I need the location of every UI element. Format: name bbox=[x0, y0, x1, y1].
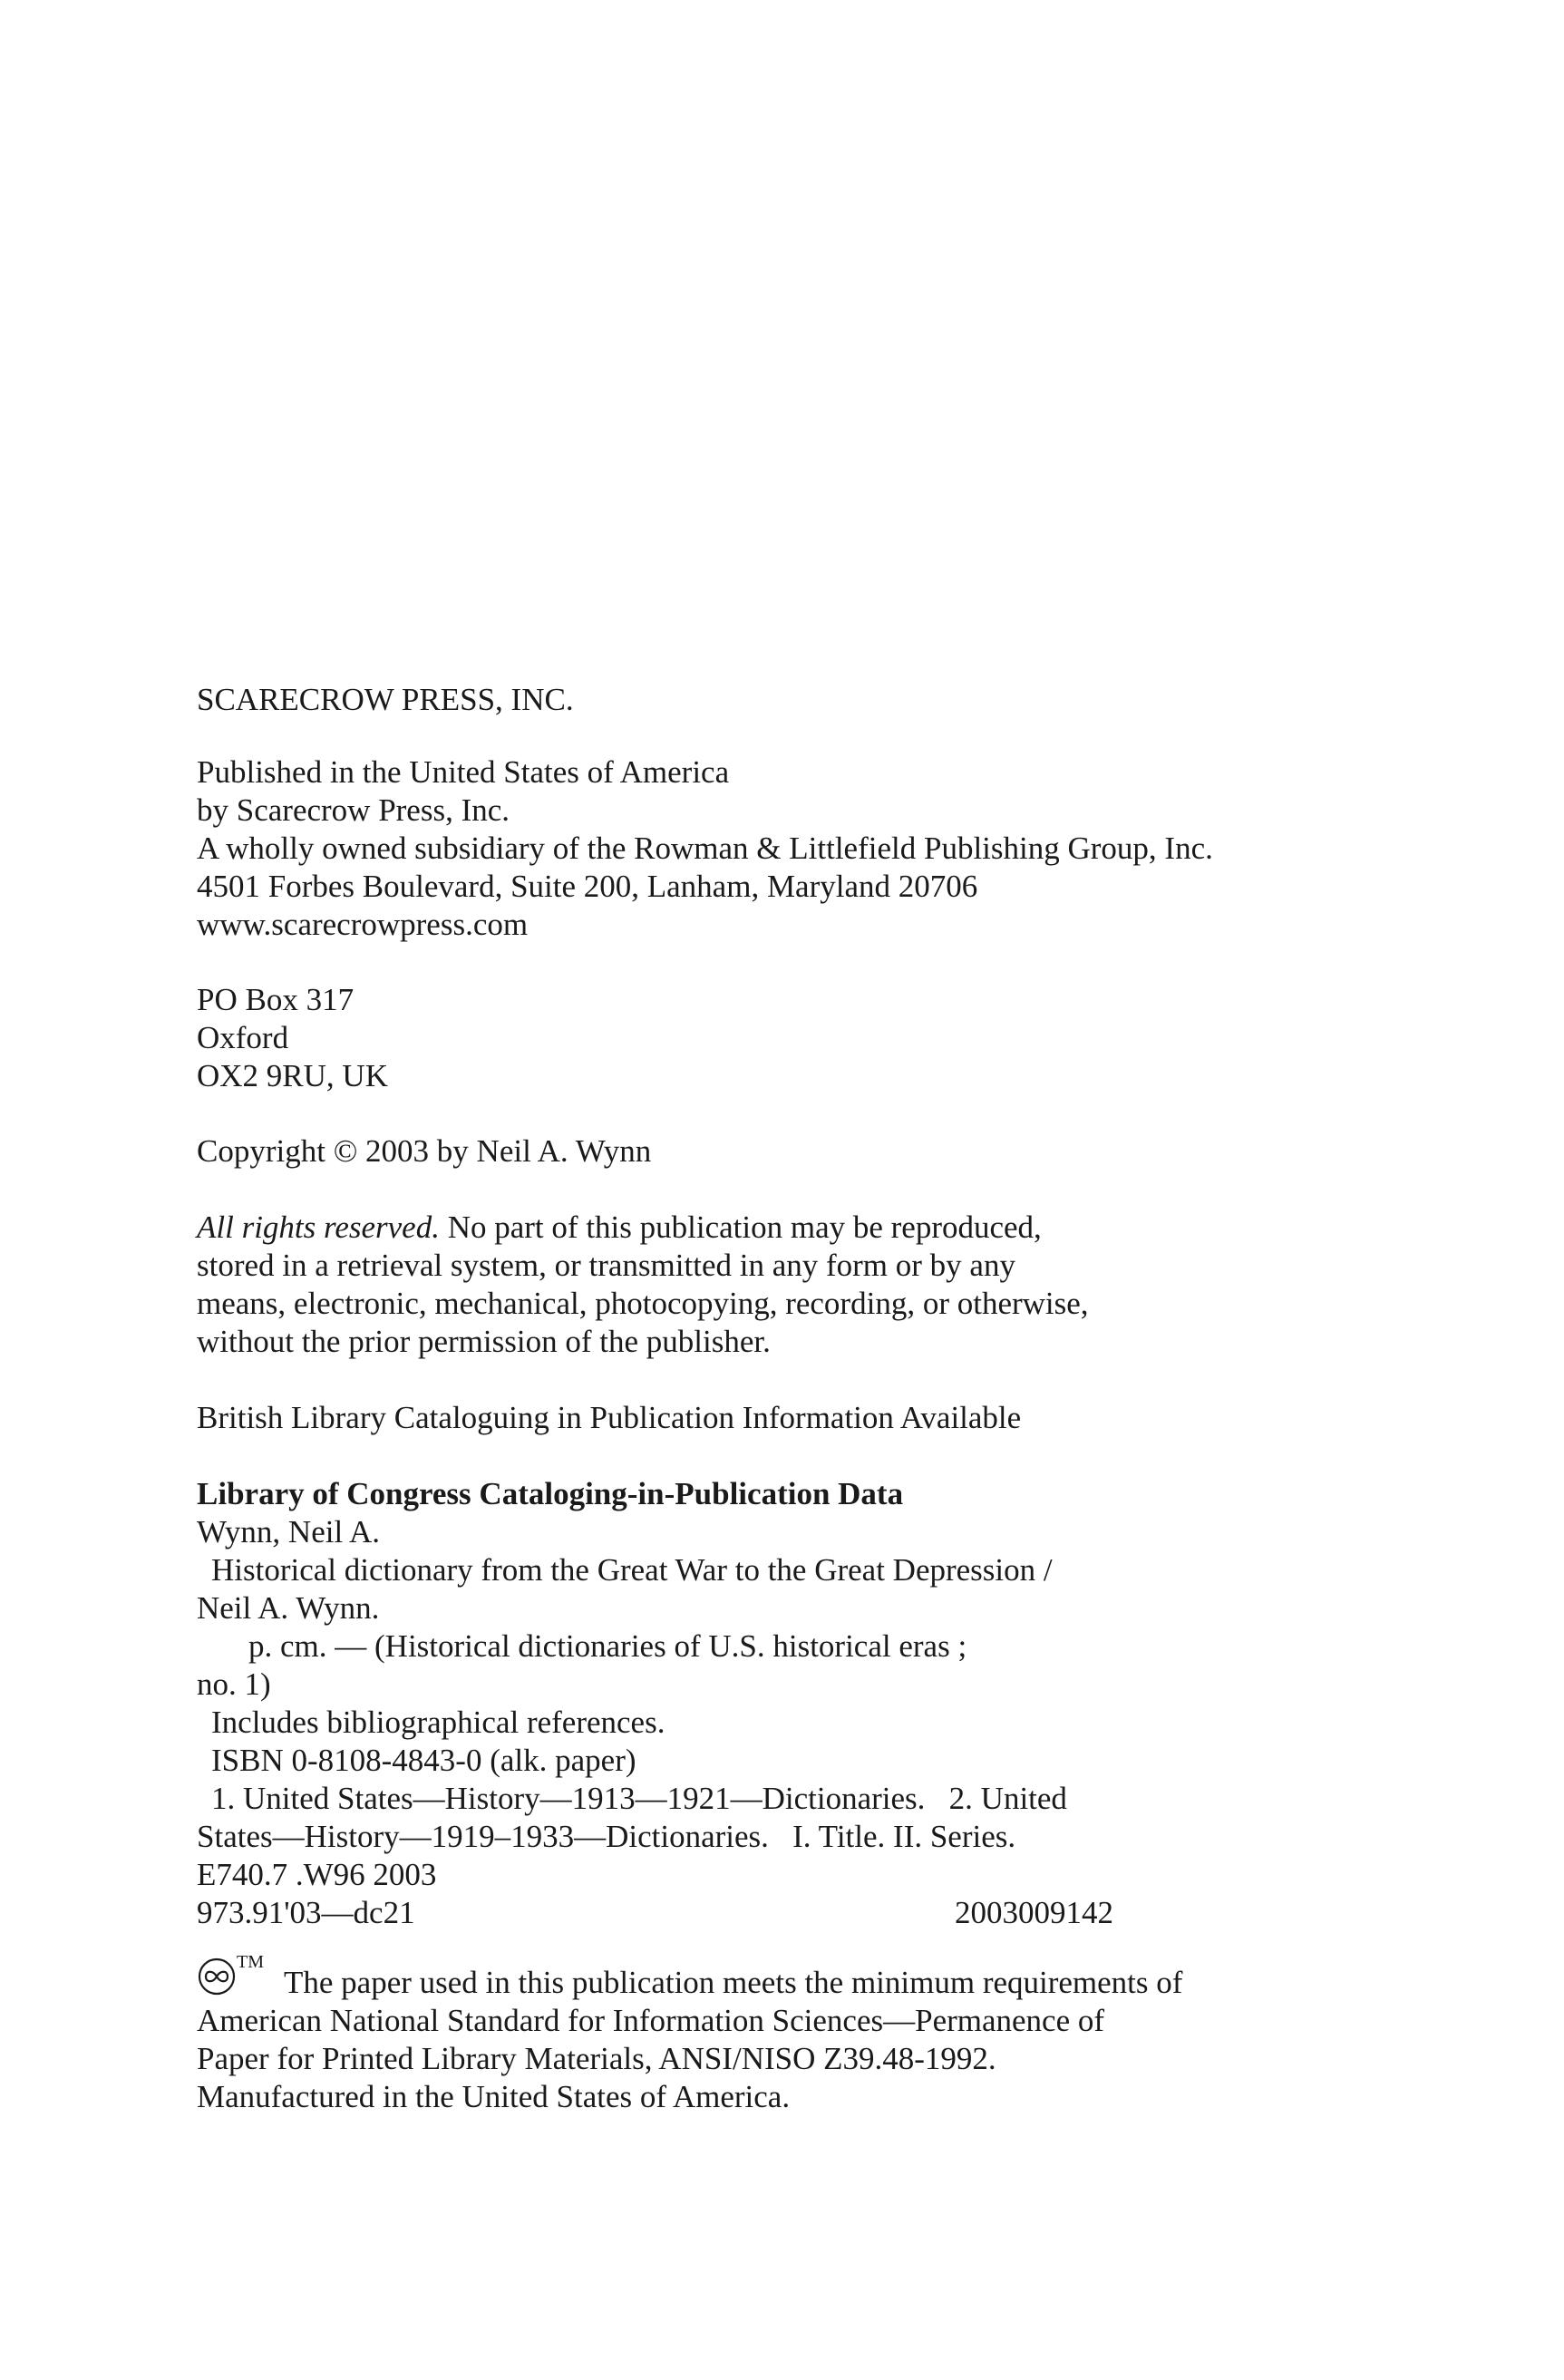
cip-heading: Library of Congress Cataloging-in-Publication Data bbox=[197, 1476, 904, 1511]
uk-address-line: Oxford bbox=[197, 1020, 289, 1055]
paper-notice-text: The paper used in this publication meets the minimum requirements of bbox=[284, 1965, 1183, 2000]
infinity-circle-icon bbox=[197, 1952, 284, 2002]
rights-line: means, electronic, mechanical, photocopying, recording, or otherwise, bbox=[197, 1286, 1089, 1321]
rights-line-rest: No part of this publication may be reproduced, bbox=[439, 1209, 1042, 1245]
publication-line: by Scarecrow Press, Inc. bbox=[197, 792, 510, 828]
uk-address-line: OX2 9RU, UK bbox=[197, 1058, 388, 1093]
paper-notice-line: Paper for Printed Library Materials, ANSI/NISO Z39.48-1992. bbox=[197, 2041, 996, 2076]
cip-title-cont: Neil A. Wynn. bbox=[197, 1590, 380, 1626]
cip-call-number: E740.7 .W96 2003 bbox=[197, 1857, 437, 1892]
cip-title: Historical dictionary from the Great War to the Great Depression / bbox=[211, 1552, 1053, 1588]
publisher-name: SCARECROW PRESS, INC. bbox=[197, 682, 574, 717]
british-library-block bbox=[197, 1399, 1394, 1437]
cip-notes: Includes bibliographical references. bbox=[211, 1705, 665, 1740]
publication-line: A wholly owned subsidiary of the Rowman & Littlefield Publishing Group, Inc. bbox=[197, 831, 1213, 866]
cip-author: Wynn, Neil A. bbox=[197, 1514, 381, 1549]
copyright-block bbox=[197, 1132, 1394, 1171]
rights-lead: All rights reserved. bbox=[197, 1209, 440, 1245]
cip-physical-cont: no. 1) bbox=[197, 1666, 271, 1702]
paper-notice-line: American National Standard for Information Sciences—Permanence of bbox=[197, 2003, 1105, 2038]
copyright-notice: Copyright © 2003 by Neil A. Wynn bbox=[197, 1133, 652, 1169]
publication-line: Published in the United States of America bbox=[197, 754, 730, 790]
cip-physical: p. cm. — (Historical dictionaries of U.S. historical eras ; bbox=[248, 1628, 967, 1664]
rights-line: stored in a retrieval system, or transmitted in any form or by any bbox=[197, 1248, 1015, 1283]
rights-line: without the prior permission of the publisher. bbox=[197, 1324, 771, 1359]
publication-info bbox=[197, 753, 1394, 944]
publication-line: 4501 Forbes Boulevard, Suite 200, Lanham, Maryland 20706 bbox=[197, 869, 978, 904]
publisher-website: www.scarecrowpress.com bbox=[197, 907, 529, 942]
cip-subjects-cont: States—History—1919–1933—Dictionaries. I. Title. II. Series. bbox=[197, 1819, 1016, 1854]
cip-data bbox=[197, 1475, 1394, 1932]
paper-notice-line bbox=[197, 1952, 1394, 2002]
publisher-name-block bbox=[197, 681, 1394, 719]
cip-dewey: 973.91'03—dc21 bbox=[197, 1895, 415, 1930]
cip-classification-row bbox=[197, 1894, 1394, 1932]
manufacture-notice: Manufactured in the United States of America. bbox=[197, 2079, 791, 2114]
british-library-notice: British Library Cataloguing in Publication Information Available bbox=[197, 1400, 1022, 1435]
paper-notice bbox=[197, 1952, 1394, 2116]
uk-address-line: PO Box 317 bbox=[197, 982, 355, 1017]
uk-address bbox=[197, 981, 1394, 1095]
trademark-mark: TM bbox=[237, 1952, 264, 1972]
cip-subjects: 1. United States—History—1913—1921—Dictionaries. 2. United bbox=[211, 1781, 1067, 1816]
cip-lccn: 2003009142 bbox=[955, 1895, 1113, 1930]
rights-statement bbox=[197, 1209, 1394, 1361]
cip-isbn: ISBN 0-8108-4843-0 (alk. paper) bbox=[211, 1743, 636, 1778]
rights-line bbox=[197, 1209, 1394, 1247]
